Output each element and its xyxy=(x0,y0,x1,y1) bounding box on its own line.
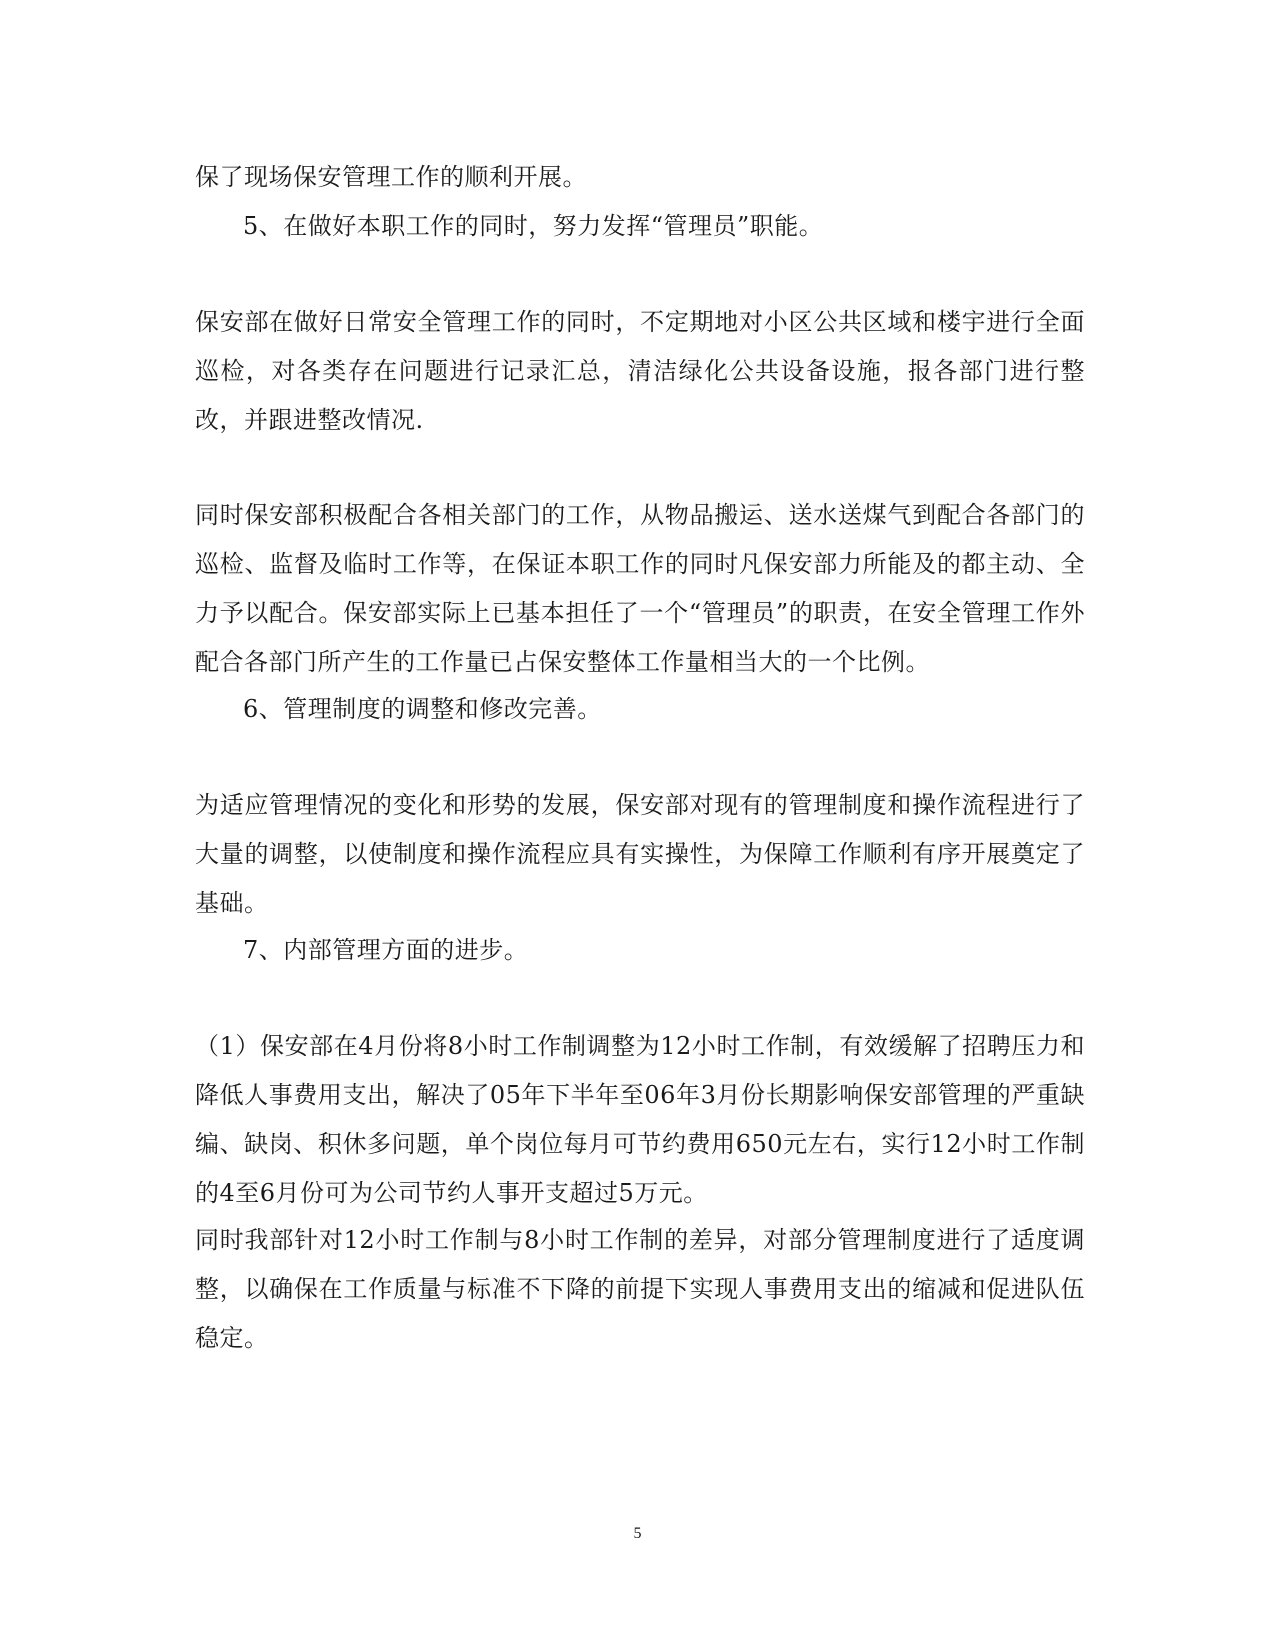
section-heading-5: 5、在做好本职工作的同时，努力发挥“管理员”职能。 xyxy=(243,212,824,240)
paragraph-cooperation: 同时保安部积极配合各相关部门的工作，从物品搬运、送水送煤气到配合各部门的巡检、监督及临时工作等，在保证本职工作的同时凡保安部力所能及的都主动、全力予以配合。保安部实际上已基本担任了一个“管理员”的职责，在安全管理工作外配合各部门所产生的工作量已占保安整体工作量相当大的一个比例。 xyxy=(195,501,1085,676)
section-heading-6: 6、管理制度的调整和修改完善。 xyxy=(243,695,602,723)
paragraph-system-adjustment: 为适应管理情况的变化和形势的发展，保安部对现有的管理制度和操作流程进行了大量的调整，以使制度和操作流程应具有实操性，为保障工作顺利有序开展奠定了基础。 xyxy=(195,791,1085,917)
paragraph-system-tuning: 同时我部针对12小时工作制与8小时工作制的差异，对部分管理制度进行了适度调整，以确保在工作质量与标准不下降的前提下实现人事费用支出的缩减和促进队伍稳定。 xyxy=(195,1226,1085,1352)
paragraph-patrol: 保安部在做好日常安全管理工作的同时，不定期地对小区公共区域和楼宇进行全面巡检，对各类存在问题进行记录汇总，清洁绿化公共设备设施，报各部门进行整改，并跟进整改情况. xyxy=(195,308,1085,434)
section-heading-7: 7、内部管理方面的进步。 xyxy=(243,936,529,964)
page-number: 5 xyxy=(633,1525,642,1542)
paragraph-continuation: 保了现场保安管理工作的顺利开展。 xyxy=(195,163,587,191)
paragraph-work-hours: （1）保安部在4月份将8小时工作制调整为12小时工作制，有效缓解了招聘压力和降低人事费用支出，解决了05年下半年至06年3月份长期影响保安部管理的严重缺编、缺岗、积休多问题，单个岗位每月可节约费用650元左右，实行12小时工作制的4至6月份可为公司节约人事开支超过5万元。 xyxy=(195,1032,1085,1207)
